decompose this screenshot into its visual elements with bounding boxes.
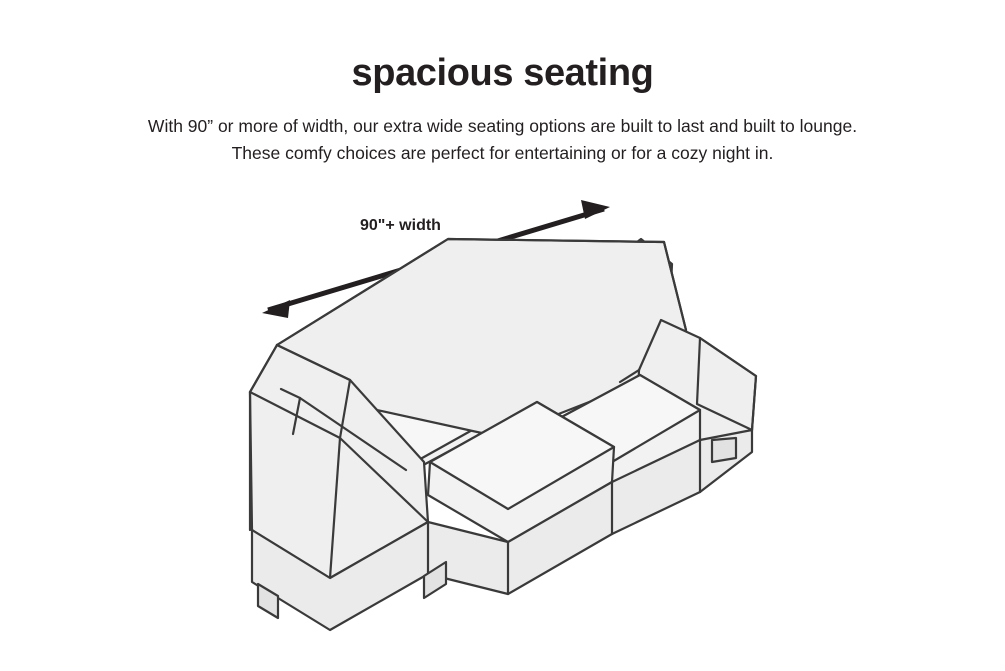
width-dimension-label: 90"+ width xyxy=(360,217,441,234)
subcopy-line-1: With 90” or more of width, our extra wide seating options are built to last and built to lounge. xyxy=(147,116,858,136)
subcopy-line-2: These comfy choices are perfect for entertaining or for a cozy night in. xyxy=(231,143,774,163)
page-title: spacious seating xyxy=(351,52,654,94)
sofa-foot-rear-right xyxy=(712,438,736,462)
